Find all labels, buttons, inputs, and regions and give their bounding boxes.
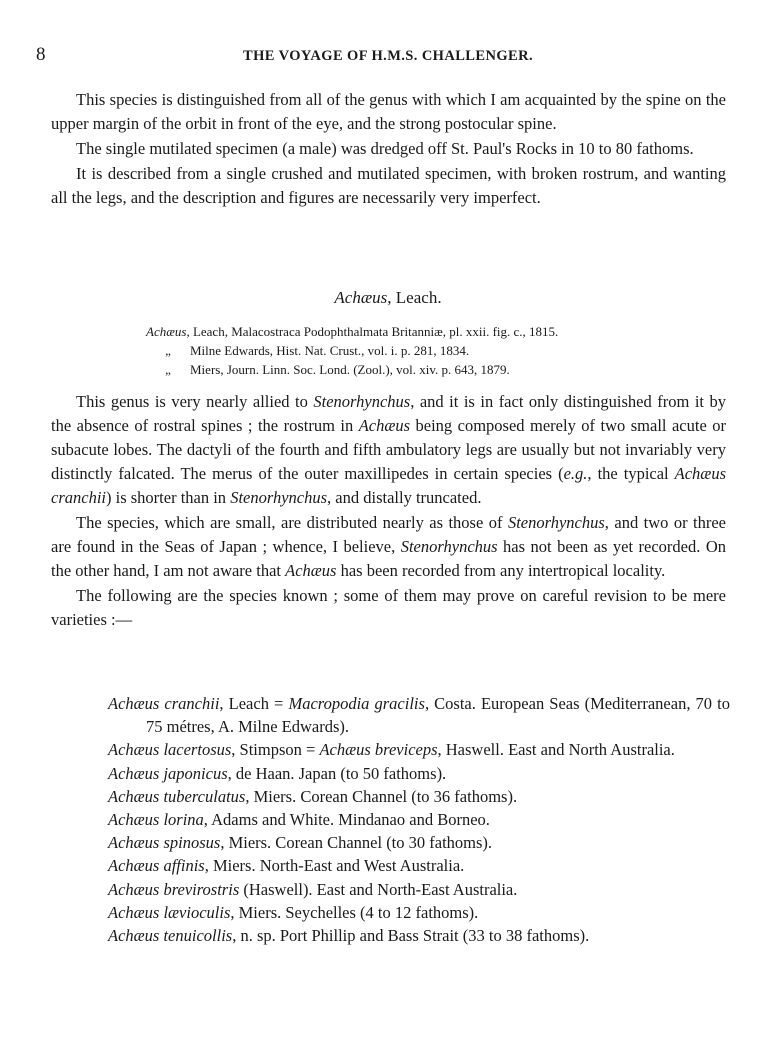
species-entry: Achæus brevirostris (Haswell). East and North-East Australia.: [108, 879, 518, 899]
genus-paragraph: The species, which are small, are distributed nearly as those of Stenorhynchus, and two or three are found in the Seas of Japan ; whence, I believe, Stenorhynchus has not been as yet recorded. On the other hand, I am not aware that Achæus has been recorded from any intertropical locality.: [51, 513, 726, 580]
species-entry: Achæus lacertosus, Stimpson = Achæus breviceps, Haswell. East and North Australia.: [108, 740, 675, 760]
reference-text: Miers, Journ. Linn. Soc. Lond. (Zool.), vol. xiv. p. 643, 1879.: [190, 362, 510, 377]
reference-entry: [146, 360, 726, 379]
ditto-mark: „: [165, 362, 171, 377]
intro-paragraph: This species is distinguished from all of the genus with which I am acquainted by the spine on the upper margin of the orbit in front of the eye, and the strong postocular spine.: [51, 90, 726, 133]
species-entry: Achæus japonicus, de Haan. Japan (to 50 fathoms).: [108, 763, 447, 783]
running-title: THE VOYAGE OF H.M.S. CHALLENGER.: [243, 48, 533, 64]
genus-paragraph: This genus is very nearly allied to Stenorhynchus, and it is in fact only distinguished from it by the absence of rostral spines ; the rostrum in Achæus being composed merely of two small acute or subacute lobes. The dactyli of the fourth and fifth ambulatory legs are usually but not invariably very distinctly falcated. The merus of the outer maxillipedes in certain species (e.g., the typical Achæus cranchii) is shorter than in Stenorhynchus, and distally truncated.: [51, 392, 726, 507]
genus-text: [51, 390, 726, 633]
intro-paragraph: The single mutilated specimen (a male) was dredged off St. Paul's Rocks in 10 to 80 fathoms.: [76, 139, 694, 158]
reference-text: Milne Edwards, Hist. Nat. Crust., vol. i. p. 281, 1834.: [190, 343, 470, 358]
ditto-mark: „: [165, 343, 171, 358]
genus-paragraph: The following are the species known ; some of them may prove on careful revision to be mere varieties :—: [51, 586, 726, 629]
species-entry: Achæus affinis, Miers. North-East and West Australia.: [108, 856, 465, 876]
genus-author: , Leach.: [387, 288, 442, 307]
reference-entry: [146, 341, 726, 360]
reference-genus: Achæus: [146, 324, 187, 339]
genus-heading: [0, 288, 776, 308]
species-entry: Achæus tenuicollis, n. sp. Port Phillip and Bass Strait (33 to 38 fathoms).: [108, 926, 590, 946]
species-entry: Achæus lævioculis, Miers. Seychelles (4 to 12 fathoms).: [108, 902, 479, 922]
species-list: [108, 692, 730, 947]
reference-entry: [146, 322, 726, 341]
species-entry: Achæus spinosus, Miers. Corean Channel (to 30 fathoms).: [108, 833, 493, 853]
genus-name: Achæus: [334, 288, 388, 307]
species-entry: Achæus cranchii, Leach = Macropodia gracilis, Costa. European Seas (Mediterranean, 70 to 75 métres, A. Milne Edwards).: [108, 694, 730, 737]
reference-text: , Leach, Malacostraca Podophthalmata Britanniæ, pl. xxii. fig. c., 1815.: [186, 324, 559, 339]
species-entry: Achæus lorina, Adams and White. Mindanao and Borneo.: [108, 810, 490, 830]
intro-text: [51, 88, 726, 211]
page-number: 8: [36, 44, 46, 65]
intro-paragraph: It is described from a single crushed and mutilated specimen, with broken rostrum, and wanting all the legs, and the description and figures are necessarily very imperfect.: [51, 164, 726, 207]
references-block: [146, 322, 726, 379]
species-entry: Achæus tuberculatus, Miers. Corean Channel (to 36 fathoms).: [108, 786, 518, 806]
